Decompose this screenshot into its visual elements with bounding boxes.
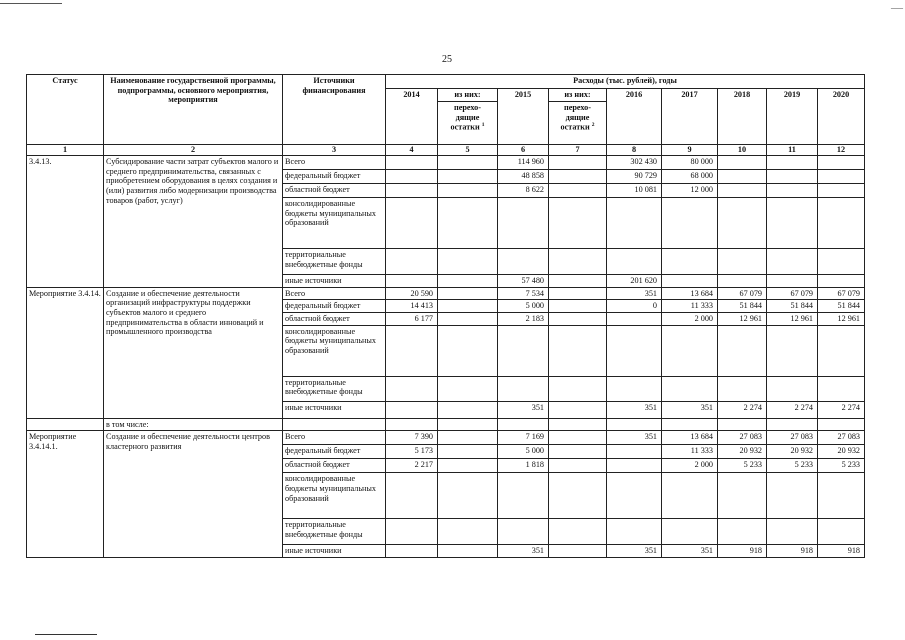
value-cell: 12 961 [767,313,818,326]
value-cell: 201 620 [607,275,662,288]
value-cell [662,325,718,376]
corner-mark: — [891,0,903,14]
header-of-them-1: из них: [438,89,498,102]
value-cell [549,459,607,473]
value-cell [386,184,438,198]
value-cell: 68 000 [662,170,718,184]
source-cell: территориальные внебюджетные фонды [283,376,386,401]
value-cell [498,473,549,519]
source-cell: консолидированные бюджеты муниципальных образований [283,473,386,519]
value-cell: 12 000 [662,184,718,198]
value-cell [386,545,438,558]
value-cell [498,198,549,249]
value-cell [767,325,818,376]
value-cell [498,376,549,401]
col-num: 11 [767,145,818,156]
value-cell [438,170,498,184]
value-cell [498,519,549,545]
value-cell [549,401,607,418]
value-cell [386,198,438,249]
value-cell [498,325,549,376]
page-number: 25 [442,54,452,65]
value-cell: 2 000 [662,313,718,326]
empty-cell [718,418,767,431]
value-cell [767,473,818,519]
value-cell [438,156,498,170]
value-cell [818,170,865,184]
value-cell [386,325,438,376]
value-cell: 13 684 [662,431,718,445]
col-num: 10 [718,145,767,156]
measure-name-cell: Создание и обеспечение деятельности организаций инфраструктуры поддержки субъектов малого и среднего предпринимательства в области инноваций и промышленного производства [104,287,283,418]
value-cell [662,275,718,288]
value-cell: 8 622 [498,184,549,198]
value-cell [549,473,607,519]
value-cell [767,198,818,249]
value-cell [718,519,767,545]
value-cell: 114 960 [498,156,549,170]
value-cell [549,431,607,445]
header-year-2014: 2014 [386,89,438,145]
table-row [27,156,865,170]
value-cell: 351 [607,545,662,558]
value-cell: 90 729 [607,170,662,184]
value-cell [438,519,498,545]
value-cell [818,156,865,170]
budget-table [26,74,865,558]
source-cell: иные источники [283,545,386,558]
value-cell: 351 [498,401,549,418]
empty-cell [386,418,438,431]
value-cell [438,249,498,275]
header-of-them-2: из них: [549,89,607,102]
value-cell: 5 233 [718,459,767,473]
table-row [27,287,865,300]
value-cell [767,519,818,545]
value-cell [386,170,438,184]
value-cell: 2 274 [818,401,865,418]
header-year-2019: 2019 [767,89,818,145]
value-cell [549,170,607,184]
measure-name-cell: Создание и обеспечение деятельности центров кластерного развития [104,431,283,558]
value-cell [438,313,498,326]
value-cell [818,519,865,545]
value-cell: 7 534 [498,287,549,300]
value-cell: 918 [818,545,865,558]
value-cell [549,275,607,288]
value-cell [438,459,498,473]
col-num: 6 [498,145,549,156]
header-carryover-1: перехо- дящие остатки $^1$ [438,102,498,145]
empty-cell [283,418,386,431]
col-num: 2 [104,145,283,156]
value-cell: 27 083 [818,431,865,445]
value-cell: 20 932 [718,445,767,459]
status-cell: Мероприятие 3.4.14. [27,287,104,418]
value-cell [607,459,662,473]
value-cell: 14 413 [386,300,438,313]
value-cell: 2 274 [767,401,818,418]
value-cell: 51 844 [718,300,767,313]
header-year-2020: 2020 [818,89,865,145]
value-cell [607,313,662,326]
header-year-2015: 2015 [498,89,549,145]
value-cell [549,545,607,558]
header-year-2016: 2016 [607,89,662,145]
value-cell [662,198,718,249]
value-cell [438,445,498,459]
header-name: Наименование государственной программы, подпрограммы, основного мероприятия, мероприятия [104,75,283,145]
source-cell: Всего [283,431,386,445]
value-cell: 20 932 [818,445,865,459]
col-num: 12 [818,145,865,156]
value-cell: 5 233 [818,459,865,473]
empty-cell [818,418,865,431]
col-num: 7 [549,145,607,156]
value-cell: 67 079 [818,287,865,300]
value-cell: 918 [767,545,818,558]
table-row [27,431,865,445]
value-cell [549,519,607,545]
value-cell [549,376,607,401]
header-row-1 [27,75,865,89]
source-cell: областной бюджет [283,313,386,326]
value-cell: 1 818 [498,459,549,473]
empty-cell [498,418,549,431]
header-carryover-2: перехо- дящие остатки $^2$ [549,102,607,145]
value-cell: 2 183 [498,313,549,326]
header-sources: Источники финансирования [283,75,386,145]
value-cell: 13 684 [662,287,718,300]
header-year-2017: 2017 [662,89,718,145]
source-cell: федеральный бюджет [283,170,386,184]
value-cell [549,156,607,170]
value-cell: 7 390 [386,431,438,445]
value-cell [549,445,607,459]
empty-cell [27,418,104,431]
value-cell: 11 333 [662,445,718,459]
header-year-2018: 2018 [718,89,767,145]
including-label: в том числе: [104,418,283,431]
value-cell: 51 844 [767,300,818,313]
value-cell: 2 217 [386,459,438,473]
value-cell [607,198,662,249]
empty-cell [662,418,718,431]
column-number-row [27,145,865,156]
value-cell [498,249,549,275]
value-cell: 302 430 [607,156,662,170]
source-cell: федеральный бюджет [283,445,386,459]
top-rule [0,3,62,4]
value-cell [438,376,498,401]
value-cell: 6 177 [386,313,438,326]
including-row [27,418,865,431]
value-cell [386,156,438,170]
col-num: 3 [283,145,386,156]
value-cell: 27 083 [718,431,767,445]
value-cell [662,473,718,519]
value-cell: 5 000 [498,445,549,459]
value-cell: 918 [718,545,767,558]
value-cell [438,184,498,198]
value-cell [386,249,438,275]
empty-cell [438,418,498,431]
source-cell: территориальные внебюджетные фонды [283,249,386,275]
value-cell [718,184,767,198]
value-cell [438,325,498,376]
value-cell [818,376,865,401]
value-cell [549,313,607,326]
value-cell [718,198,767,249]
value-cell [438,473,498,519]
value-cell: 67 079 [767,287,818,300]
value-cell [767,184,818,198]
value-cell [718,249,767,275]
value-cell [438,545,498,558]
value-cell [607,325,662,376]
value-cell: 12 961 [818,313,865,326]
value-cell [718,376,767,401]
value-cell [438,431,498,445]
empty-cell [549,418,607,431]
value-cell [767,249,818,275]
value-cell: 5 233 [767,459,818,473]
value-cell: 351 [607,287,662,300]
col-num: 4 [386,145,438,156]
value-cell: 351 [662,545,718,558]
value-cell [662,249,718,275]
value-cell: 5 173 [386,445,438,459]
value-cell [818,275,865,288]
value-cell [549,325,607,376]
value-cell [386,275,438,288]
value-cell [818,325,865,376]
value-cell [818,249,865,275]
source-cell: Всего [283,156,386,170]
value-cell [438,401,498,418]
value-cell [549,198,607,249]
source-cell: консолидированные бюджеты муниципальных образований [283,198,386,249]
value-cell: 351 [662,401,718,418]
value-cell [767,156,818,170]
value-cell: 351 [498,545,549,558]
value-cell: 57 480 [498,275,549,288]
value-cell [607,473,662,519]
value-cell [607,376,662,401]
value-cell [438,287,498,300]
value-cell: 11 333 [662,300,718,313]
col-num: 8 [607,145,662,156]
value-cell [549,300,607,313]
value-cell [607,519,662,545]
value-cell: 80 000 [662,156,718,170]
value-cell: 12 961 [718,313,767,326]
value-cell: 20 932 [767,445,818,459]
value-cell [818,473,865,519]
source-cell: иные источники [283,401,386,418]
col-num: 9 [662,145,718,156]
source-cell: иные источники [283,275,386,288]
value-cell: 351 [607,431,662,445]
value-cell [549,184,607,198]
value-cell [386,519,438,545]
value-cell: 7 169 [498,431,549,445]
value-cell: 27 083 [767,431,818,445]
value-cell: 48 858 [498,170,549,184]
value-cell: 20 590 [386,287,438,300]
value-cell [607,249,662,275]
value-cell [438,198,498,249]
value-cell [718,156,767,170]
value-cell [662,376,718,401]
value-cell [718,325,767,376]
source-cell: федеральный бюджет [283,300,386,313]
value-cell [818,198,865,249]
value-cell: 5 000 [498,300,549,313]
value-cell: 51 844 [818,300,865,313]
value-cell [386,376,438,401]
value-cell: 2 000 [662,459,718,473]
value-cell [549,249,607,275]
value-cell: 0 [607,300,662,313]
measure-name-cell: Субсидирование части затрат субъектов малого и среднего предпринимательства, связанных с приобретением оборудования в целях создания и (или) развития либо модернизации производства товаров (работ, услуг) [104,156,283,288]
source-cell: консолидированные бюджеты муниципальных образований [283,325,386,376]
value-cell [767,275,818,288]
value-cell: 351 [607,401,662,418]
value-cell [607,445,662,459]
value-cell: 10 081 [607,184,662,198]
value-cell [767,170,818,184]
header-expenses: Расходы (тыс. рублей), годы [386,75,865,89]
value-cell [718,275,767,288]
value-cell [718,170,767,184]
value-cell [386,473,438,519]
status-cell: Мероприятие 3.4.14.1. [27,431,104,558]
source-cell: Всего [283,287,386,300]
value-cell [767,376,818,401]
empty-cell [607,418,662,431]
empty-cell [767,418,818,431]
source-cell: областной бюджет [283,459,386,473]
value-cell [818,184,865,198]
value-cell [438,300,498,313]
value-cell [718,473,767,519]
header-status: Статус [27,75,104,145]
col-num: 5 [438,145,498,156]
source-cell: областной бюджет [283,184,386,198]
status-cell: 3.4.13. [27,156,104,288]
value-cell [549,287,607,300]
value-cell: 2 274 [718,401,767,418]
col-num: 1 [27,145,104,156]
value-cell [386,401,438,418]
value-cell [662,519,718,545]
bottom-rule [35,634,97,635]
value-cell: 67 079 [718,287,767,300]
value-cell [438,275,498,288]
source-cell: территориальные внебюджетные фонды [283,519,386,545]
